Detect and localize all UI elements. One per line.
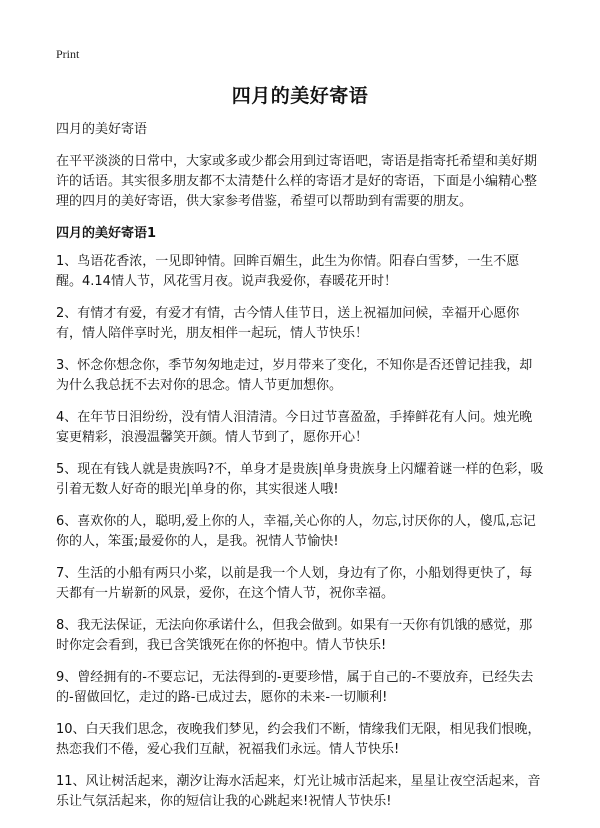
list-item: 7、生活的小船有两只小桨，以前是我一个人划，身边有了你，小船划得更快了，每天都有一片崭新的风景，爱你，在这个情人节，祝你幸福。 — [56, 566, 533, 601]
list-item: 5、现在有钱人就是贵族吗?不，单身才是贵族|单身贵族身上闪耀着谜一样的色彩，吸引着无数人好奇的眼光|单身的你，其实很迷人哦! — [56, 462, 544, 497]
list-item: 6、喜欢你的人，聪明,爱上你的人，幸福,关心你的人，勿忘,讨厌你的人，傻瓜,忘记你的人，笨蛋;最爱你的人，是我。祝情人节愉快! — [56, 514, 536, 549]
list-item: 10、白天我们思念，夜晚我们梦见，约会我们不断，情缘我们无限，相见我们恨晚，热恋我们不倦，爱心我们互献，祝福我们永远。情人节快乐! — [56, 722, 541, 757]
list-item: 8、我无法保证，无法向你承诺什么，但我会做到。如果有一天你有饥饿的感觉，那时你定会看到，我已含笑饿死在你的怀抱中。情人节快乐! — [56, 618, 533, 653]
print-link[interactable]: Print — [56, 47, 80, 61]
list-item: 11、风让树活起来，潮汐让海水活起来，灯光让城市活起来，星星让夜空活起来，音乐让气氛活起来，你的短信让我的心跳起来!祝情人节快乐! — [56, 774, 541, 809]
article-subtitle: 四月的美好寄语 — [56, 122, 148, 137]
list-item: 3、怀念你想念你，季节匆匆地走过，岁月带来了变化，不知你是否还曾记挂我，却为什么我总抚不去对你的思念。情人节更加想你。 — [56, 358, 533, 393]
list-item: 2、有情才有爱，有爱才有情，古今情人佳节日，送上祝福加问候，幸福开心愿你有，情人陪伴享时光，朋友相伴一起玩，情人节快乐！ — [56, 306, 520, 341]
article-body — [56, 120, 544, 824]
list-item: 4、在年节日泪纷纷，没有情人泪清清。今日过节喜盈盈，手捧鲜花有人问。烛光晚宴更精彩，浪漫温馨笑开颜。情人节到了，愿你开心！ — [56, 410, 533, 445]
message-list — [56, 252, 544, 812]
list-item: 1、鸟语花香浓，一见即钟情。回眸百媚生，此生为你情。阳春白雪梦，一生不愿醒。4.14情人节，风花雪月夜。说声我爱你，春暖花开时！ — [56, 254, 520, 289]
page-title: 四月的美好寄语 — [231, 85, 369, 107]
list-item: 9、曾经拥有的-不要忘记，无法得到的-更要珍惜，属于自己的-不要放弃，已经失去的-留做回忆，走过的路-已成过去，愿你的未来-一切顺利! — [56, 670, 534, 705]
intro-paragraph: 在平平淡淡的日常中，大家或多或少都会用到过寄语吧，寄语是指寄托希望和美好期许的话语。其实很多朋友都不太清楚什么样的寄语才是好的寄语，下面是小编精心整理的四月的美好寄语，供大家参考借鉴，希望可以帮助到有需要的朋友。 — [56, 154, 538, 209]
section-heading: 四月的美好寄语1 — [56, 226, 157, 241]
